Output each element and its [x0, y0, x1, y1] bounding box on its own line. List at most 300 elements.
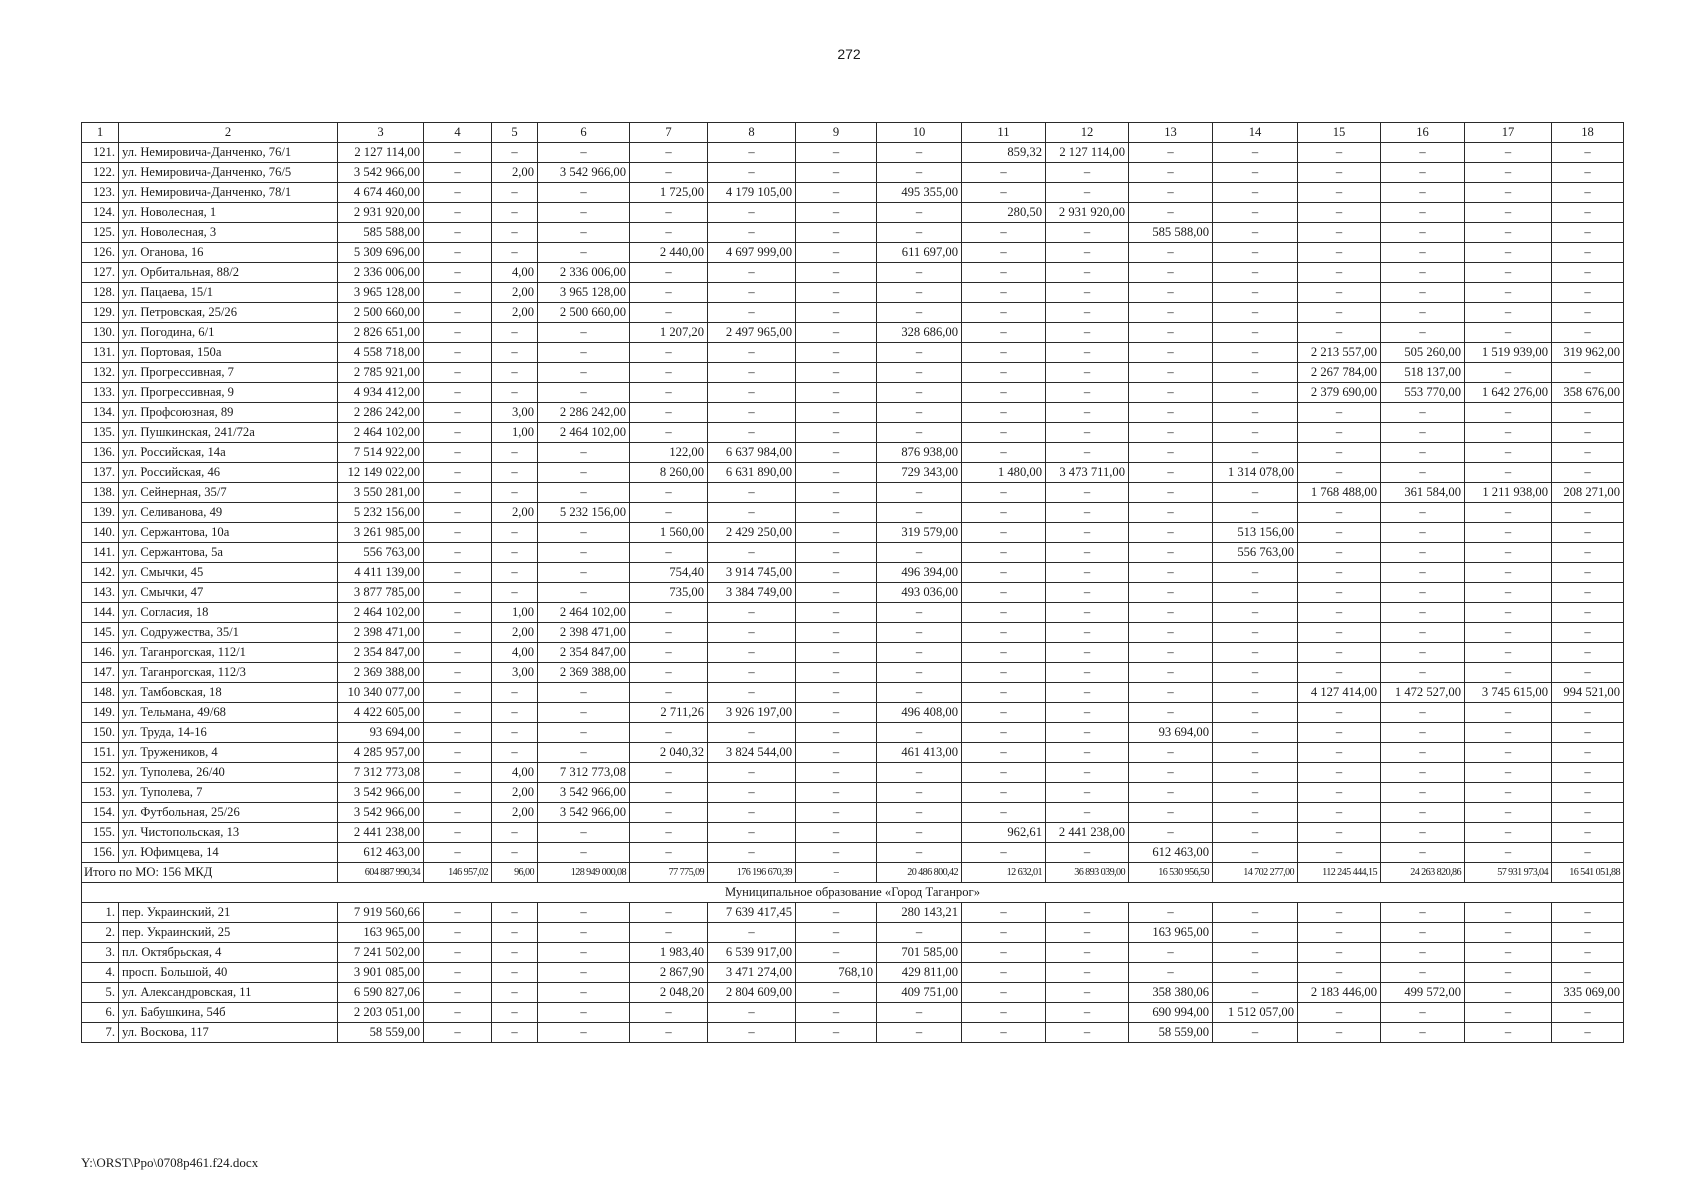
column-header: 8 [708, 123, 796, 143]
value-cell: – [1298, 183, 1381, 203]
value-cell: – [796, 923, 877, 943]
value-cell: – [1129, 783, 1213, 803]
value-cell: 2 931 920,00 [338, 203, 424, 223]
value-cell: – [1046, 763, 1129, 783]
value-cell: – [1046, 383, 1129, 403]
value-cell: 1 768 488,00 [1298, 483, 1381, 503]
value-cell: – [796, 463, 877, 483]
value-cell: – [492, 983, 538, 1003]
value-cell: – [1046, 723, 1129, 743]
value-cell: – [1046, 183, 1129, 203]
value-cell: 3 824 544,00 [708, 743, 796, 763]
value-cell: – [424, 723, 492, 743]
value-cell: – [1129, 443, 1213, 463]
value-cell: – [708, 283, 796, 303]
value-cell: – [630, 823, 708, 843]
table-row [82, 363, 1624, 383]
address-cell: ул. Немировича-Данченко, 78/1 [119, 183, 338, 203]
value-cell: – [877, 203, 962, 223]
value-cell: – [1046, 303, 1129, 323]
value-cell: – [1213, 483, 1298, 503]
value-cell: – [1213, 843, 1298, 863]
value-cell: – [538, 143, 630, 163]
value-cell: – [630, 503, 708, 523]
value-cell: – [962, 723, 1046, 743]
value-cell: – [1465, 663, 1552, 683]
value-cell: – [1552, 663, 1624, 683]
value-cell: – [962, 1023, 1046, 1043]
value-cell: – [877, 803, 962, 823]
value-cell: – [538, 363, 630, 383]
value-cell: – [1213, 983, 1298, 1003]
value-cell: – [1213, 743, 1298, 763]
value-cell: – [538, 963, 630, 983]
value-cell: – [492, 143, 538, 163]
value-cell: 58 559,00 [338, 1023, 424, 1043]
row-number: 153. [82, 783, 119, 803]
value-cell: 2,00 [492, 163, 538, 183]
row-number: 145. [82, 623, 119, 643]
value-cell: – [962, 383, 1046, 403]
address-cell: просп. Большой, 40 [119, 963, 338, 983]
value-cell: – [1552, 363, 1624, 383]
value-cell: – [538, 223, 630, 243]
value-cell: – [1552, 303, 1624, 323]
value-cell: 461 413,00 [877, 743, 962, 763]
value-cell: – [1465, 203, 1552, 223]
value-cell: 3 965 128,00 [538, 283, 630, 303]
column-header: 17 [1465, 123, 1552, 143]
value-cell: – [1465, 183, 1552, 203]
value-cell: 429 811,00 [877, 963, 962, 983]
value-cell: – [796, 263, 877, 283]
value-cell: – [1552, 323, 1624, 343]
value-cell: – [962, 283, 1046, 303]
value-cell: 612 463,00 [1129, 843, 1213, 863]
value-cell: – [1129, 303, 1213, 323]
table-row [82, 683, 1624, 703]
row-number: 4. [82, 963, 119, 983]
value-cell: – [962, 923, 1046, 943]
value-cell: 4,00 [492, 263, 538, 283]
value-cell: – [1129, 143, 1213, 163]
value-cell: – [424, 763, 492, 783]
value-cell: – [630, 843, 708, 863]
row-number: 143. [82, 583, 119, 603]
total-value: 36 893 039,00 [1046, 863, 1129, 883]
value-cell: 556 763,00 [1213, 543, 1298, 563]
value-cell: 6 631 890,00 [708, 463, 796, 483]
value-cell: – [1046, 543, 1129, 563]
value-cell: – [492, 723, 538, 743]
value-cell: 5 232 156,00 [538, 503, 630, 523]
value-cell: – [877, 623, 962, 643]
value-cell: – [962, 623, 1046, 643]
value-cell: – [1552, 783, 1624, 803]
row-number: 140. [82, 523, 119, 543]
value-cell: – [1381, 803, 1465, 823]
value-cell: – [708, 343, 796, 363]
value-cell: – [708, 383, 796, 403]
address-cell: ул. Тамбовская, 18 [119, 683, 338, 703]
value-cell: – [1465, 623, 1552, 643]
value-cell: – [1213, 503, 1298, 523]
value-cell: – [424, 463, 492, 483]
value-cell: – [1298, 943, 1381, 963]
value-cell: 2 497 965,00 [708, 323, 796, 343]
total-value: 96,00 [492, 863, 538, 883]
value-cell: – [1381, 583, 1465, 603]
value-cell: – [424, 523, 492, 543]
address-cell: ул. Согласия, 18 [119, 603, 338, 623]
value-cell: – [877, 823, 962, 843]
value-cell: – [1381, 543, 1465, 563]
value-cell: 5 309 696,00 [338, 243, 424, 263]
value-cell: 493 036,00 [877, 583, 962, 603]
table-row [82, 503, 1624, 523]
value-cell: – [796, 223, 877, 243]
value-cell: – [1298, 503, 1381, 523]
value-cell: 2 500 660,00 [338, 303, 424, 323]
value-cell: – [796, 603, 877, 623]
value-cell: – [796, 143, 877, 163]
value-cell: – [1298, 703, 1381, 723]
value-cell: 2,00 [492, 623, 538, 643]
address-cell: ул. Смычки, 45 [119, 563, 338, 583]
value-cell: 4,00 [492, 763, 538, 783]
address-cell: пл. Октябрьская, 4 [119, 943, 338, 963]
value-cell: – [708, 163, 796, 183]
value-cell: 3 914 745,00 [708, 563, 796, 583]
value-cell: 1,00 [492, 423, 538, 443]
value-cell: 8 260,00 [630, 463, 708, 483]
address-cell: ул. Российская, 46 [119, 463, 338, 483]
value-cell: 2 464 102,00 [338, 423, 424, 443]
value-cell: – [1213, 283, 1298, 303]
value-cell: – [877, 643, 962, 663]
value-cell: – [424, 1003, 492, 1023]
value-cell: – [796, 243, 877, 263]
table-row [82, 163, 1624, 183]
value-cell: – [1046, 403, 1129, 423]
value-cell: – [1465, 963, 1552, 983]
value-cell: – [538, 563, 630, 583]
value-cell: – [1465, 743, 1552, 763]
column-header: 2 [119, 123, 338, 143]
value-cell: – [877, 503, 962, 523]
value-cell: 4 422 605,00 [338, 703, 424, 723]
column-header: 1 [82, 123, 119, 143]
value-cell: – [962, 943, 1046, 963]
page-number: 272 [837, 46, 861, 62]
value-cell: 2 867,90 [630, 963, 708, 983]
value-cell: – [708, 1003, 796, 1023]
value-cell: – [796, 383, 877, 403]
value-cell: – [1046, 783, 1129, 803]
value-cell: – [492, 563, 538, 583]
value-cell: – [1213, 563, 1298, 583]
value-cell: 280 143,21 [877, 903, 962, 923]
value-cell: – [1129, 663, 1213, 683]
value-cell: – [1552, 163, 1624, 183]
value-cell: 2,00 [492, 783, 538, 803]
address-cell: ул. Оганова, 16 [119, 243, 338, 263]
value-cell: – [1465, 283, 1552, 303]
table-row [82, 943, 1624, 963]
value-cell: – [1381, 443, 1465, 463]
value-cell: 4 127 414,00 [1298, 683, 1381, 703]
value-cell: – [708, 1023, 796, 1043]
value-cell: 1 519 939,00 [1465, 343, 1552, 363]
value-cell: – [1129, 583, 1213, 603]
value-cell: – [1129, 943, 1213, 963]
value-cell: – [1046, 483, 1129, 503]
value-cell: – [538, 923, 630, 943]
value-cell: – [1129, 763, 1213, 783]
value-cell: – [492, 1003, 538, 1023]
value-cell: 4 558 718,00 [338, 343, 424, 363]
value-cell: – [708, 423, 796, 443]
value-cell: – [708, 603, 796, 623]
address-cell: ул. Пушкинская, 241/72а [119, 423, 338, 443]
value-cell: – [1552, 583, 1624, 603]
value-cell: – [1552, 1023, 1624, 1043]
value-cell: 2 379 690,00 [1298, 383, 1381, 403]
value-cell: – [1381, 943, 1465, 963]
row-number: 156. [82, 843, 119, 863]
value-cell: – [1213, 363, 1298, 383]
table-row [82, 403, 1624, 423]
value-cell: – [1046, 663, 1129, 683]
address-cell: ул. Новолесная, 3 [119, 223, 338, 243]
value-cell: 3 965 128,00 [338, 283, 424, 303]
address-cell: ул. Таганрогская, 112/3 [119, 663, 338, 683]
value-cell: – [877, 403, 962, 423]
value-cell: – [877, 383, 962, 403]
value-cell: 690 994,00 [1129, 1003, 1213, 1023]
value-cell: – [1213, 923, 1298, 943]
value-cell: 6 637 984,00 [708, 443, 796, 463]
value-cell: – [1552, 203, 1624, 223]
value-cell: – [1465, 703, 1552, 723]
value-cell: – [492, 903, 538, 923]
row-number: 136. [82, 443, 119, 463]
value-cell: 2 440,00 [630, 243, 708, 263]
value-cell: 496 394,00 [877, 563, 962, 583]
value-cell: – [424, 243, 492, 263]
value-cell: – [1552, 643, 1624, 663]
value-cell: – [1465, 583, 1552, 603]
value-cell: – [1381, 323, 1465, 343]
value-cell: – [1213, 963, 1298, 983]
value-cell: 2 336 006,00 [338, 263, 424, 283]
value-cell: – [962, 683, 1046, 703]
value-cell: – [424, 183, 492, 203]
total-value: 16 541 051,88 [1552, 863, 1624, 883]
row-number: 121. [82, 143, 119, 163]
value-cell: 994 521,00 [1552, 683, 1624, 703]
value-cell: – [424, 903, 492, 923]
value-cell: – [630, 923, 708, 943]
value-cell: – [1213, 603, 1298, 623]
address-cell: пер. Украинский, 25 [119, 923, 338, 943]
value-cell: – [1465, 503, 1552, 523]
column-header: 4 [424, 123, 492, 143]
value-cell: – [1552, 743, 1624, 763]
value-cell: – [630, 383, 708, 403]
value-cell: – [796, 683, 877, 703]
value-cell: – [1465, 603, 1552, 623]
value-cell: 3 384 749,00 [708, 583, 796, 603]
value-cell: – [877, 543, 962, 563]
address-cell: ул. Туполева, 7 [119, 783, 338, 803]
value-cell: – [962, 763, 1046, 783]
value-cell: – [708, 263, 796, 283]
value-cell: – [1129, 383, 1213, 403]
value-cell: – [1213, 683, 1298, 703]
value-cell: 3 542 966,00 [338, 783, 424, 803]
table-row [82, 623, 1624, 643]
table-row [82, 263, 1624, 283]
value-cell: – [630, 203, 708, 223]
value-cell: – [1046, 1023, 1129, 1043]
value-cell: – [1046, 263, 1129, 283]
value-cell: 93 694,00 [338, 723, 424, 743]
value-cell: – [877, 423, 962, 443]
table-row [82, 563, 1624, 583]
value-cell: 319 962,00 [1552, 343, 1624, 363]
value-cell: – [1381, 643, 1465, 663]
value-cell: – [630, 283, 708, 303]
value-cell: – [962, 183, 1046, 203]
value-cell: – [1213, 623, 1298, 643]
value-cell: – [708, 663, 796, 683]
table-row [82, 463, 1624, 483]
row-number: 126. [82, 243, 119, 263]
value-cell: – [1381, 763, 1465, 783]
value-cell: – [1213, 443, 1298, 463]
value-cell: – [630, 483, 708, 503]
address-cell: ул. Тельмана, 49/68 [119, 703, 338, 723]
value-cell: – [962, 263, 1046, 283]
value-cell: 4,00 [492, 643, 538, 663]
value-cell: – [1213, 783, 1298, 803]
value-cell: – [424, 923, 492, 943]
value-cell: – [1213, 423, 1298, 443]
value-cell: – [424, 783, 492, 803]
address-cell: ул. Чистопольская, 13 [119, 823, 338, 843]
address-cell: ул. Туполева, 26/40 [119, 763, 338, 783]
value-cell: – [877, 683, 962, 703]
row-number: 149. [82, 703, 119, 723]
value-cell: – [962, 163, 1046, 183]
row-number: 141. [82, 543, 119, 563]
value-cell: – [492, 963, 538, 983]
value-cell: – [1129, 283, 1213, 303]
value-cell: – [630, 263, 708, 283]
value-cell: – [424, 1023, 492, 1043]
value-cell: – [424, 983, 492, 1003]
value-cell: – [708, 683, 796, 703]
value-cell: – [492, 543, 538, 563]
value-cell: – [796, 943, 877, 963]
value-cell: 7 514 922,00 [338, 443, 424, 463]
value-cell: 2,00 [492, 283, 538, 303]
value-cell: 122,00 [630, 443, 708, 463]
value-cell: – [1552, 223, 1624, 243]
value-cell: – [492, 463, 538, 483]
value-cell: – [630, 543, 708, 563]
column-header: 9 [796, 123, 877, 143]
address-cell: ул. Тружеников, 4 [119, 743, 338, 763]
value-cell: – [1129, 543, 1213, 563]
value-cell: 1 642 276,00 [1465, 383, 1552, 403]
value-cell: – [630, 423, 708, 443]
value-cell: 4 697 999,00 [708, 243, 796, 263]
value-cell: – [538, 1003, 630, 1023]
value-cell: – [962, 663, 1046, 683]
value-cell: – [708, 143, 796, 163]
footer-file-path: Y:\ORST\Ppo\0708p461.f24.docx [81, 1155, 259, 1170]
value-cell: – [708, 923, 796, 943]
value-cell: – [1046, 243, 1129, 263]
address-cell: ул. Таганрогская, 112/1 [119, 643, 338, 663]
value-cell: 2 826 651,00 [338, 323, 424, 343]
value-cell: – [796, 363, 877, 383]
value-cell: – [630, 623, 708, 643]
value-cell: – [630, 1023, 708, 1043]
row-number: 123. [82, 183, 119, 203]
value-cell: – [962, 983, 1046, 1003]
total-label: Итого по МО: 156 МКД [82, 863, 338, 883]
value-cell: – [1465, 763, 1552, 783]
value-cell: 3 745 615,00 [1465, 683, 1552, 703]
value-cell: – [1381, 503, 1465, 523]
value-cell: – [538, 1023, 630, 1043]
value-cell: – [1046, 283, 1129, 303]
row-number: 3. [82, 943, 119, 963]
value-cell: 2 127 114,00 [338, 143, 424, 163]
value-cell: – [796, 183, 877, 203]
value-cell: 2 464 102,00 [538, 603, 630, 623]
value-cell: – [1381, 423, 1465, 443]
value-cell: – [962, 543, 1046, 563]
value-cell: – [1465, 403, 1552, 423]
value-cell: – [796, 743, 877, 763]
value-cell: – [1129, 343, 1213, 363]
value-cell: – [796, 763, 877, 783]
address-cell: ул. Пацаева, 15/1 [119, 283, 338, 303]
table-row [82, 923, 1624, 943]
value-cell: – [1298, 963, 1381, 983]
value-cell: – [538, 543, 630, 563]
value-cell: – [1213, 643, 1298, 663]
value-cell: – [1213, 903, 1298, 923]
row-number: 125. [82, 223, 119, 243]
value-cell: – [1129, 323, 1213, 343]
value-cell: – [1129, 503, 1213, 523]
value-cell: – [708, 783, 796, 803]
table-row [82, 343, 1624, 363]
value-cell: – [962, 843, 1046, 863]
value-cell: – [1213, 1023, 1298, 1043]
value-cell: – [1213, 723, 1298, 743]
value-cell: – [1298, 323, 1381, 343]
value-cell: – [492, 443, 538, 463]
table-row [82, 903, 1624, 923]
value-cell: – [1552, 543, 1624, 563]
value-cell: – [1046, 803, 1129, 823]
